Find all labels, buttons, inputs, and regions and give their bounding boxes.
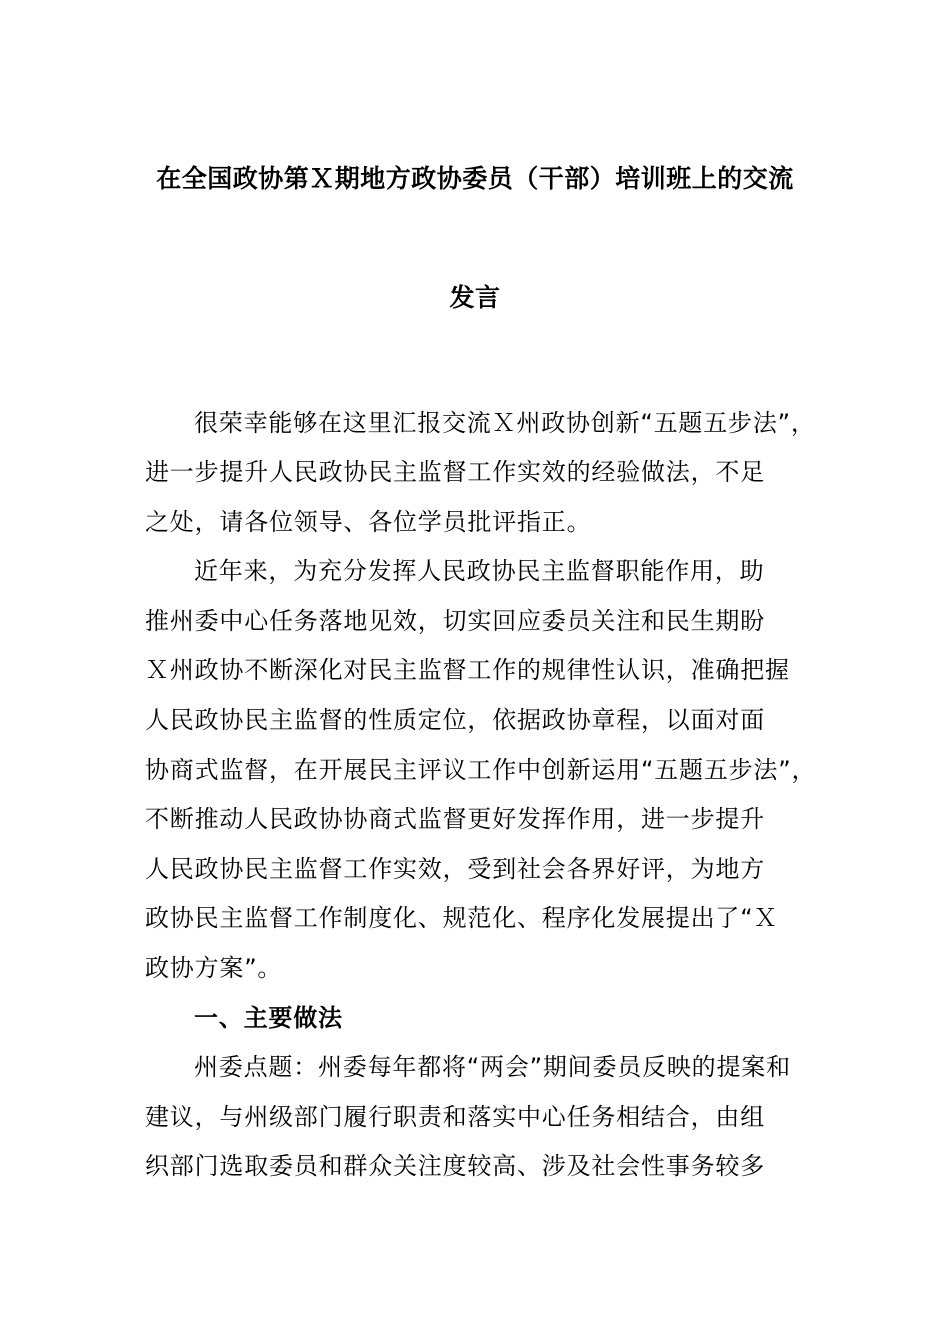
- paragraph-2-line-6: 不断推动人民政协协商式监督更好发挥作用，进一步提升: [145, 805, 765, 833]
- paragraph-2-line-2: 推州委中心任务落地见效，切实回应委员关注和民生期盼: [145, 607, 765, 635]
- document-title-line-2: 发言: [449, 283, 501, 312]
- paragraph-3-line-3: 织部门选取委员和群众关注度较高、涉及社会性事务较多: [145, 1152, 765, 1180]
- paragraph-2-line-9: 政协方案”。: [145, 954, 283, 982]
- section-heading: 一、主要做法: [194, 1004, 343, 1032]
- paragraph-2-line-7: 人民政协民主监督工作实效，受到社会各界好评，为地方: [145, 855, 765, 883]
- paragraph-2-line-4: 人民政协民主监督的性质定位，依据政协章程，以面对面: [145, 706, 765, 734]
- paragraph-3-line-1: 州委点题：州委每年都将“两会”期间委员反映的提案和: [194, 1053, 791, 1081]
- document-title-line-1: 在全国政协第Ｘ期地方政协委员（干部）培训班上的交流: [156, 164, 794, 193]
- paragraph-3-line-2: 建议，与州级部门履行职责和落实中心任务相结合，由组: [145, 1103, 765, 1131]
- paragraph-2-line-1: 近年来，为充分发挥人民政协民主监督职能作用，助: [194, 557, 765, 585]
- paragraph-1-line-1: 很荣幸能够在这里汇报交流Ｘ州政协创新“五题五步法”，: [194, 409, 816, 437]
- paragraph-2-line-5: 协商式监督，在开展民主评议工作中创新运用“五题五步法”，: [145, 756, 817, 784]
- paragraph-1-line-3: 之处，请各位领导、各位学员批评指正。: [145, 508, 592, 536]
- paragraph-2-line-3: Ｘ州政协不断深化对民主监督工作的规律性认识，准确把握: [145, 656, 790, 684]
- paragraph-1-line-2: 进一步提升人民政协民主监督工作实效的经验做法，不足: [145, 458, 765, 486]
- paragraph-2-line-8: 政协民主监督工作制度化、规范化、程序化发展提出了“Ｘ: [145, 904, 779, 932]
